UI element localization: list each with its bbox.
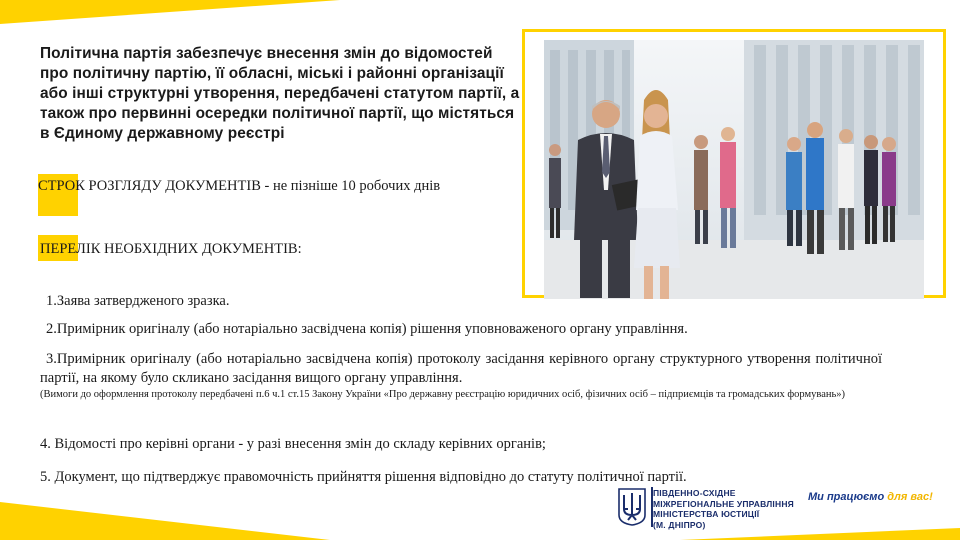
office-people-photo [544,40,924,299]
documents-list-title: ПЕРЕЛІК НЕОБХІДНИХ ДОКУМЕНТІВ: [40,241,302,257]
org-line-4: (М. ДНІПРО) [653,519,706,530]
review-term: СТРОК РОЗГЛЯДУ ДОКУМЕНТІВ - не пізніше 10 робочих днів [38,178,441,194]
organization-name [653,488,794,530]
list-item-4: 4. Відомості про керівні органи - у разі внесення змін до складу керівних органів; [40,436,546,452]
slogan-main: Ми працюємо [808,491,888,503]
list-item-3-text: 3.Примірник оригіналу (або нотаріально засвідчена копія) протоколу засідання керівного органу структурного утворення політичної партії, на якому було скликано засідання вищого органу управління. [40,351,882,386]
page-heading: Політична партія забезпечує внесення змін до відомостей про політичну партію, її обласні, міські і районні організації або інші структурні утворення, передбачені статутом партії, а також про первинні осередки політичної партії, що містяться в Єдиному державному реєстрі [40,45,520,142]
list-item-2: 2.Примірник оригіналу (або нотаріально засвідчена копія) рішення уповноваженого органу управління. [46,321,688,337]
org-line-2: МІЖРЕГІОНАЛЬНЕ УПРАВЛІННЯ [653,498,794,509]
list-item-5: 5. Документ, що підтверджує правомочність прийняття рішення відповідно до статуту політичної партії. [40,469,687,485]
slogan [808,491,933,503]
bottom-left-accent [0,502,330,540]
list-item-1: 1.Заява затвердженого зразка. [46,293,230,309]
org-line-3: МІНІСТЕРСТВА ЮСТИЦІЇ [653,509,760,519]
slogan-accent: для вас! [887,491,933,503]
list-item-3 [40,350,882,402]
list-item-3-note: (Вимоги до оформлення протоколу передбачені п.6 ч.1 ст.15 Закону України «Про державну реєстрацію юридичних осіб, фізичних осіб – підприємців та громадських формувань») [40,389,846,400]
trident-icon [617,487,647,532]
top-left-accent [0,0,340,24]
org-line-1: ПІВДЕННО-СХІДНЕ [653,488,736,498]
